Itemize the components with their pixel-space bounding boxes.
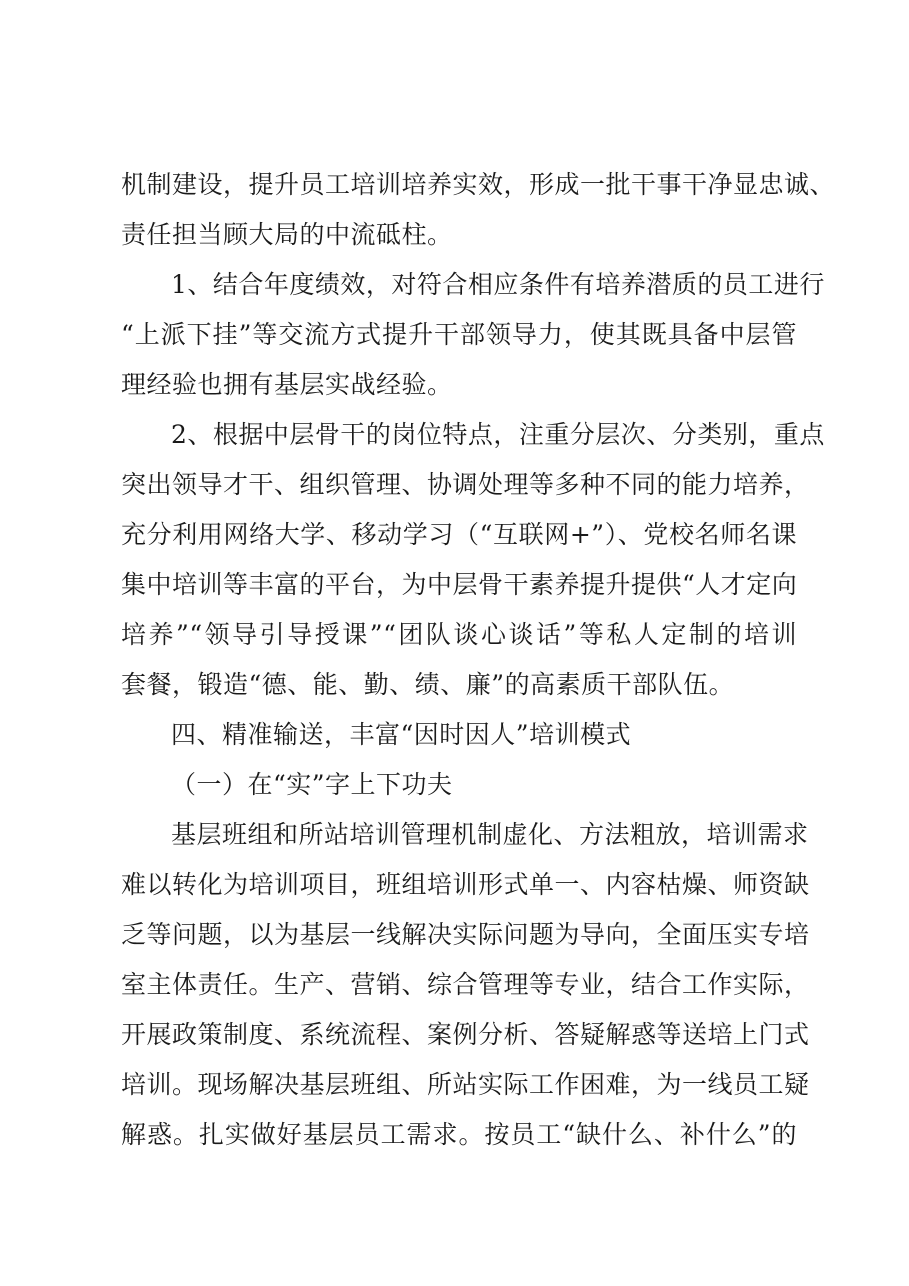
section-heading: 四、精准输送，丰富“因时因人”培训模式: [171, 720, 632, 749]
text-line: 2、根据中层骨干的岗位特点，注重分层次、分类别，重点: [171, 420, 825, 449]
text-line: 1、结合年度绩效，对符合相应条件有培养潜质的员工进行: [171, 270, 825, 299]
text-line: 解惑。扎实做好基层员工需求。按员工“缺什么、补什么”的: [121, 1120, 797, 1149]
text-line: 责任担当顾大局的中流砥柱。: [121, 220, 453, 249]
text-line: 套餐，锻造“德、能、勤、绩、廉”的高素质干部队伍。: [121, 670, 735, 699]
text-line: 乏等问题，以为基层一线解决实际问题为导向，全面压实专培: [121, 920, 810, 949]
text-line: 培养”“领导引导授课”“团队谈心谈话”等私人定制的培训: [121, 620, 797, 649]
text-line: 开展政策制度、系统流程、案例分析、答疑解惑等送培上门式: [121, 1020, 810, 1049]
subsection-heading: （一）在“实”字上下功夫: [171, 770, 453, 799]
text-line: 机制建设，提升员工培训培养实效，形成一批干事干净显忠诚、: [121, 170, 836, 199]
text-line: 室主体责任。生产、营销、综合管理等专业，结合工作实际，: [121, 970, 810, 999]
text-line: 难以转化为培训项目，班组培训形式单一、内容枯燥、师资缺: [121, 870, 810, 899]
text-line: 培训。现场解决基层班组、所站实际工作困难，为一线员工疑: [121, 1070, 810, 1099]
text-line: 基层班组和所站培训管理机制虚化、方法粗放，培训需求: [171, 820, 809, 849]
text-line: 理经验也拥有基层实战经验。: [121, 370, 453, 399]
text-line: 充分利用网络大学、移动学习（“互联网+”）、党校名师名课: [121, 520, 797, 549]
text-line: 突出领导才干、组织管理、协调处理等多种不同的能力培养，: [121, 470, 810, 499]
text-line: “上派下挂”等交流方式提升干部领导力，使其既具备中层管: [121, 320, 797, 349]
text-line: 集中培训等丰富的平台，为中层骨干素养提升提供“人才定向: [121, 570, 798, 599]
